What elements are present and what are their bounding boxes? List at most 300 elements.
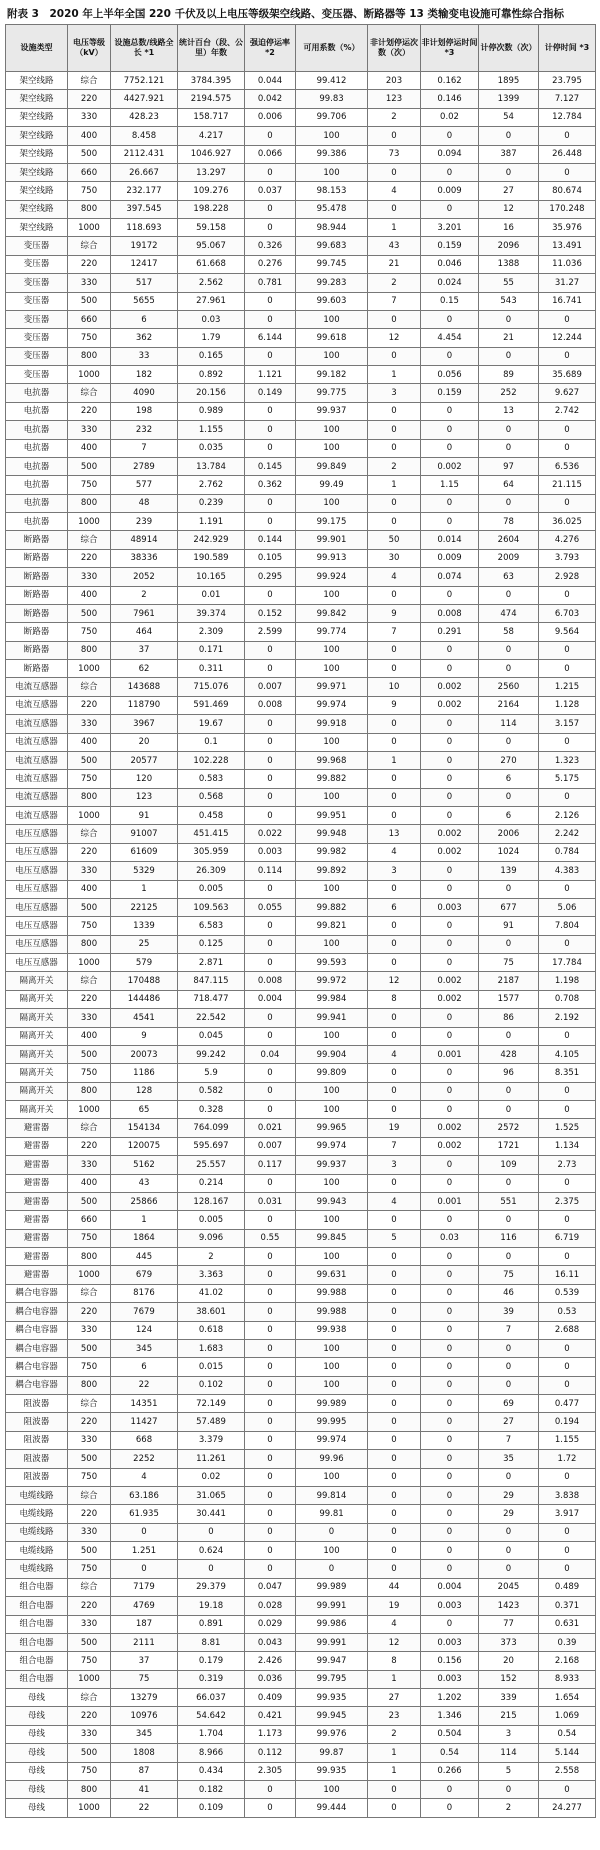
- table-row: [6, 1395, 596, 1413]
- cell-availability: 99.984: [296, 990, 368, 1008]
- cell-unplanned-time: 0.009: [421, 549, 479, 567]
- table-row: [6, 145, 596, 163]
- cell-unit-years: 1.79: [178, 329, 245, 347]
- cell-unit-years: 8.81: [178, 1633, 245, 1651]
- cell-planned-count: 270: [479, 751, 539, 769]
- cell-unit-years: 0.182: [178, 1780, 245, 1798]
- cell-availability: 99.809: [296, 1064, 368, 1082]
- table-row: [6, 1211, 596, 1229]
- cell-voltage: 330: [68, 274, 111, 292]
- cell-voltage: 400: [68, 127, 111, 145]
- cell-planned-count: 116: [479, 1229, 539, 1247]
- cell-type: 避雷器: [6, 1229, 68, 1247]
- cell-planned-count: 54: [479, 108, 539, 126]
- cell-planned-time: 0: [539, 1248, 596, 1266]
- cell-unit-years: 0.458: [178, 807, 245, 825]
- cell-planned-time: 5.06: [539, 898, 596, 916]
- cell-unplanned-count: 0: [368, 880, 421, 898]
- cell-unplanned-count: 1: [368, 1762, 421, 1780]
- cell-voltage: 750: [68, 770, 111, 788]
- cell-planned-time: 2.742: [539, 402, 596, 420]
- cell-planned-time: 0: [539, 1101, 596, 1119]
- cell-unplanned-time: 0: [421, 1009, 479, 1027]
- cell-planned-time: 0: [539, 1780, 596, 1798]
- cell-type: 电抗器: [6, 421, 68, 439]
- table-row: [6, 1431, 596, 1449]
- table-row: [6, 1707, 596, 1725]
- cell-planned-count: 2572: [479, 1119, 539, 1137]
- cell-availability: 100: [296, 1082, 368, 1100]
- cell-unplanned-time: 0: [421, 421, 479, 439]
- cell-unplanned-count: 0: [368, 1376, 421, 1394]
- cell-voltage: 1000: [68, 807, 111, 825]
- cell-unplanned-time: 0.074: [421, 568, 479, 586]
- cell-forced-outage-rate: 0: [245, 917, 296, 935]
- cell-availability: 99.882: [296, 898, 368, 916]
- cell-total: 8.458: [111, 127, 178, 145]
- cell-type: 耦合电容器: [6, 1303, 68, 1321]
- cell-planned-count: 20: [479, 1652, 539, 1670]
- cell-unplanned-time: 0.001: [421, 1192, 479, 1210]
- cell-unplanned-time: 0: [421, 1450, 479, 1468]
- cell-planned-time: 0: [539, 1542, 596, 1560]
- cell-unit-years: 3.363: [178, 1266, 245, 1284]
- table-row: [6, 1248, 596, 1266]
- cell-unplanned-time: 0.002: [421, 1119, 479, 1137]
- cell-planned-time: 7.127: [539, 90, 596, 108]
- cell-unplanned-count: 0: [368, 935, 421, 953]
- cell-forced-outage-rate: 0: [245, 641, 296, 659]
- cell-unit-years: 95.067: [178, 237, 245, 255]
- cell-forced-outage-rate: 0: [245, 402, 296, 420]
- cell-unit-years: 715.076: [178, 678, 245, 696]
- cell-voltage: 综合: [68, 1395, 111, 1413]
- cell-forced-outage-rate: 0: [245, 788, 296, 806]
- cell-planned-time: 3.793: [539, 549, 596, 567]
- cell-planned-time: 0.631: [539, 1615, 596, 1633]
- table-row: [6, 1505, 596, 1523]
- cell-type: 架空线路: [6, 108, 68, 126]
- cell-type: 组合电器: [6, 1670, 68, 1688]
- cell-planned-count: 0: [479, 494, 539, 512]
- cell-voltage: 综合: [68, 1486, 111, 1504]
- cell-total: 154134: [111, 1119, 178, 1137]
- cell-unit-years: 1.683: [178, 1339, 245, 1357]
- cell-unplanned-count: 12: [368, 329, 421, 347]
- cell-unit-years: 72.149: [178, 1395, 245, 1413]
- cell-unplanned-time: 0: [421, 1358, 479, 1376]
- cell-voltage: 220: [68, 90, 111, 108]
- cell-planned-time: 6.536: [539, 457, 596, 475]
- table-row: [6, 1045, 596, 1063]
- table-row: [6, 568, 596, 586]
- cell-planned-time: 0.194: [539, 1413, 596, 1431]
- cell-forced-outage-rate: 0.152: [245, 604, 296, 622]
- cell-voltage: 综合: [68, 1119, 111, 1137]
- cell-total: 20073: [111, 1045, 178, 1063]
- cell-type: 组合电器: [6, 1597, 68, 1615]
- cell-planned-time: 0.39: [539, 1633, 596, 1651]
- cell-type: 电缆线路: [6, 1542, 68, 1560]
- cell-total: 445: [111, 1248, 178, 1266]
- cell-forced-outage-rate: 0.028: [245, 1597, 296, 1615]
- cell-unit-years: 128.167: [178, 1192, 245, 1210]
- cell-planned-time: 11.036: [539, 255, 596, 273]
- cell-availability: 99.849: [296, 457, 368, 475]
- cell-planned-time: 0.477: [539, 1395, 596, 1413]
- cell-planned-count: 0: [479, 733, 539, 751]
- cell-unplanned-time: 0: [421, 347, 479, 365]
- cell-unplanned-count: 43: [368, 237, 421, 255]
- cell-unplanned-count: 4: [368, 182, 421, 200]
- cell-total: 37: [111, 1652, 178, 1670]
- cell-planned-time: 16.741: [539, 292, 596, 310]
- cell-unplanned-time: 0.014: [421, 531, 479, 549]
- cell-type: 隔离开关: [6, 1101, 68, 1119]
- cell-unit-years: 99.242: [178, 1045, 245, 1063]
- cell-planned-time: 2.192: [539, 1009, 596, 1027]
- cell-type: 电缆线路: [6, 1486, 68, 1504]
- cell-unplanned-count: 0: [368, 1358, 421, 1376]
- cell-type: 架空线路: [6, 219, 68, 237]
- table-row: [6, 329, 596, 347]
- table-row: [6, 862, 596, 880]
- cell-total: 33: [111, 347, 178, 365]
- cell-unplanned-count: 0: [368, 1431, 421, 1449]
- cell-type: 断路器: [6, 549, 68, 567]
- cell-unplanned-count: 0: [368, 421, 421, 439]
- cell-planned-count: 29: [479, 1505, 539, 1523]
- cell-planned-time: 0: [539, 1027, 596, 1045]
- table-row: [6, 347, 596, 365]
- cell-voltage: 330: [68, 862, 111, 880]
- cell-unplanned-time: 0: [421, 127, 479, 145]
- cell-unplanned-time: 0: [421, 954, 479, 972]
- table-row: [6, 1633, 596, 1651]
- table-row: [6, 1284, 596, 1302]
- cell-planned-time: 0: [539, 1211, 596, 1229]
- cell-unplanned-count: 0: [368, 1780, 421, 1798]
- cell-total: 579: [111, 954, 178, 972]
- cell-total: 4427.921: [111, 90, 178, 108]
- cell-total: 7752.121: [111, 72, 178, 90]
- cell-unplanned-time: 0.001: [421, 1045, 479, 1063]
- cell-type: 避雷器: [6, 1211, 68, 1229]
- cell-unplanned-time: 1.202: [421, 1689, 479, 1707]
- cell-planned-time: 16.11: [539, 1266, 596, 1284]
- cell-planned-count: 16: [479, 219, 539, 237]
- cell-type: 断路器: [6, 641, 68, 659]
- cell-availability: 99.941: [296, 1009, 368, 1027]
- table-row: [6, 807, 596, 825]
- table-row: [6, 917, 596, 935]
- cell-planned-time: 2.168: [539, 1652, 596, 1670]
- cell-availability: 99.918: [296, 715, 368, 733]
- cell-voltage: 660: [68, 310, 111, 328]
- cell-type: 电流互感器: [6, 715, 68, 733]
- cell-planned-count: 2187: [479, 972, 539, 990]
- cell-availability: 99.935: [296, 1762, 368, 1780]
- cell-type: 电压互感器: [6, 880, 68, 898]
- cell-availability: 100: [296, 660, 368, 678]
- cell-forced-outage-rate: 0.409: [245, 1689, 296, 1707]
- cell-type: 架空线路: [6, 182, 68, 200]
- cell-planned-count: 0: [479, 421, 539, 439]
- cell-planned-time: 0: [539, 310, 596, 328]
- cell-forced-outage-rate: 0.144: [245, 531, 296, 549]
- cell-forced-outage-rate: 0: [245, 1211, 296, 1229]
- table-row: [6, 219, 596, 237]
- cell-forced-outage-rate: 0.066: [245, 145, 296, 163]
- cell-total: 128: [111, 1082, 178, 1100]
- cell-type: 隔离开关: [6, 1064, 68, 1082]
- cell-voltage: 750: [68, 182, 111, 200]
- col-header-unit-years: 统计百台（段、公里）年数: [178, 25, 245, 72]
- col-header-voltage: 电压等级（kV）: [68, 25, 111, 72]
- col-header-availability: 可用系数（%）: [296, 25, 368, 72]
- cell-forced-outage-rate: 0: [245, 1542, 296, 1560]
- cell-unplanned-time: 0.146: [421, 90, 479, 108]
- cell-unit-years: 13.297: [178, 163, 245, 181]
- cell-unit-years: 0.179: [178, 1652, 245, 1670]
- cell-total: 232.177: [111, 182, 178, 200]
- cell-type: 架空线路: [6, 72, 68, 90]
- cell-availability: 99.972: [296, 972, 368, 990]
- cell-unplanned-count: 1: [368, 476, 421, 494]
- cell-planned-time: 0: [539, 347, 596, 365]
- table-row: [6, 163, 596, 181]
- table-row: [6, 751, 596, 769]
- cell-total: 187: [111, 1615, 178, 1633]
- table-row: [6, 641, 596, 659]
- cell-unplanned-count: 0: [368, 1468, 421, 1486]
- cell-unplanned-count: 12: [368, 1633, 421, 1651]
- cell-forced-outage-rate: 0: [245, 1174, 296, 1192]
- cell-planned-count: 0: [479, 1523, 539, 1541]
- cell-unplanned-time: 0.002: [421, 843, 479, 861]
- table-body: [6, 72, 596, 1818]
- table-row: [6, 127, 596, 145]
- cell-planned-count: 1024: [479, 843, 539, 861]
- cell-type: 电压互感器: [6, 825, 68, 843]
- cell-planned-time: 0: [539, 788, 596, 806]
- cell-voltage: 500: [68, 1045, 111, 1063]
- cell-availability: 98.153: [296, 182, 368, 200]
- cell-unplanned-count: 0: [368, 1321, 421, 1339]
- cell-unplanned-count: 0: [368, 1266, 421, 1284]
- cell-forced-outage-rate: 0: [245, 586, 296, 604]
- cell-unplanned-count: 0: [368, 1542, 421, 1560]
- cell-voltage: 330: [68, 1431, 111, 1449]
- cell-unplanned-count: 4: [368, 568, 421, 586]
- cell-total: 38336: [111, 549, 178, 567]
- cell-availability: 99.974: [296, 1137, 368, 1155]
- cell-planned-count: 75: [479, 954, 539, 972]
- cell-unplanned-time: 0: [421, 1468, 479, 1486]
- cell-forced-outage-rate: 0: [245, 219, 296, 237]
- cell-unplanned-time: 1.346: [421, 1707, 479, 1725]
- cell-availability: 100: [296, 788, 368, 806]
- cell-unplanned-count: 0: [368, 586, 421, 604]
- cell-total: 12417: [111, 255, 178, 273]
- cell-forced-outage-rate: 0.295: [245, 568, 296, 586]
- cell-total: 120075: [111, 1137, 178, 1155]
- cell-unplanned-time: 0.03: [421, 1229, 479, 1247]
- cell-availability: 99.386: [296, 145, 368, 163]
- cell-unplanned-count: 0: [368, 1450, 421, 1468]
- cell-forced-outage-rate: 0: [245, 715, 296, 733]
- cell-unplanned-time: 0.003: [421, 898, 479, 916]
- table-row: [6, 678, 596, 696]
- cell-unit-years: 0.01: [178, 586, 245, 604]
- cell-unplanned-count: 50: [368, 531, 421, 549]
- cell-unplanned-time: 0: [421, 513, 479, 531]
- cell-unplanned-count: 0: [368, 347, 421, 365]
- table-row: [6, 237, 596, 255]
- cell-unplanned-time: 0: [421, 935, 479, 953]
- cell-voltage: 330: [68, 1615, 111, 1633]
- table-row: [6, 1358, 596, 1376]
- cell-availability: 100: [296, 310, 368, 328]
- cell-forced-outage-rate: 6.144: [245, 329, 296, 347]
- cell-total: 22: [111, 1376, 178, 1394]
- cell-voltage: 400: [68, 1027, 111, 1045]
- cell-type: 组合电器: [6, 1615, 68, 1633]
- cell-unplanned-time: 0: [421, 1321, 479, 1339]
- cell-forced-outage-rate: 0: [245, 954, 296, 972]
- table-row: [6, 1266, 596, 1284]
- cell-unit-years: 0.582: [178, 1082, 245, 1100]
- cell-forced-outage-rate: 2.599: [245, 623, 296, 641]
- cell-unplanned-count: 0: [368, 1413, 421, 1431]
- cell-planned-time: 4.276: [539, 531, 596, 549]
- cell-unit-years: 6.583: [178, 917, 245, 935]
- cell-forced-outage-rate: 0.105: [245, 549, 296, 567]
- cell-unit-years: 595.697: [178, 1137, 245, 1155]
- cell-unit-years: 0.015: [178, 1358, 245, 1376]
- cell-planned-count: 0: [479, 1174, 539, 1192]
- cell-voltage: 400: [68, 880, 111, 898]
- cell-planned-time: 21.115: [539, 476, 596, 494]
- table-row: [6, 1670, 596, 1688]
- cell-unit-years: 0.165: [178, 347, 245, 365]
- table-row: [6, 1137, 596, 1155]
- cell-availability: 99.618: [296, 329, 368, 347]
- cell-unit-years: 0.102: [178, 1376, 245, 1394]
- cell-availability: 99.706: [296, 108, 368, 126]
- cell-unit-years: 3784.395: [178, 72, 245, 90]
- cell-unplanned-count: 9: [368, 604, 421, 622]
- cell-planned-count: 2009: [479, 549, 539, 567]
- cell-planned-time: 170.248: [539, 200, 596, 218]
- cell-forced-outage-rate: 0: [245, 1505, 296, 1523]
- cell-planned-time: 80.674: [539, 182, 596, 200]
- cell-unplanned-count: 0: [368, 1284, 421, 1302]
- cell-unplanned-count: 1: [368, 219, 421, 237]
- col-header-total: 设施总数/线路全长 *1: [111, 25, 178, 72]
- cell-availability: 99.814: [296, 1486, 368, 1504]
- cell-planned-count: 0: [479, 586, 539, 604]
- cell-availability: 100: [296, 1027, 368, 1045]
- cell-forced-outage-rate: 0.055: [245, 898, 296, 916]
- cell-planned-time: 0.371: [539, 1597, 596, 1615]
- table-row: [6, 1229, 596, 1247]
- cell-type: 隔离开关: [6, 990, 68, 1008]
- cell-unplanned-time: 0: [421, 1799, 479, 1817]
- cell-voltage: 综合: [68, 1578, 111, 1596]
- cell-planned-time: 1.323: [539, 751, 596, 769]
- table-row: [6, 788, 596, 806]
- cell-unit-years: 0.005: [178, 1211, 245, 1229]
- cell-planned-time: 0: [539, 1358, 596, 1376]
- cell-unit-years: 0.989: [178, 402, 245, 420]
- cell-unplanned-count: 0: [368, 1799, 421, 1817]
- cell-unplanned-time: 0: [421, 733, 479, 751]
- cell-total: 1.251: [111, 1542, 178, 1560]
- cell-unit-years: 0.891: [178, 1615, 245, 1633]
- cell-unplanned-count: 0: [368, 1486, 421, 1504]
- cell-availability: 99.175: [296, 513, 368, 531]
- cell-planned-time: 0: [539, 1468, 596, 1486]
- cell-availability: 99.947: [296, 1652, 368, 1670]
- cell-planned-count: 0: [479, 1211, 539, 1229]
- cell-forced-outage-rate: 0: [245, 494, 296, 512]
- cell-type: 断路器: [6, 568, 68, 586]
- table-row: [6, 935, 596, 953]
- table-row: [6, 1174, 596, 1192]
- cell-voltage: 330: [68, 1009, 111, 1027]
- cell-unplanned-count: 0: [368, 715, 421, 733]
- cell-unplanned-time: 0: [421, 862, 479, 880]
- cell-planned-time: 8.351: [539, 1064, 596, 1082]
- table-row: [6, 90, 596, 108]
- cell-unit-years: 61.668: [178, 255, 245, 273]
- table-row: [6, 494, 596, 512]
- cell-unit-years: 13.784: [178, 457, 245, 475]
- table-row: [6, 1725, 596, 1743]
- cell-unplanned-count: 0: [368, 1009, 421, 1027]
- cell-total: 5162: [111, 1156, 178, 1174]
- cell-type: 电压互感器: [6, 898, 68, 916]
- cell-total: 362: [111, 329, 178, 347]
- cell-unplanned-count: 4: [368, 1045, 421, 1063]
- cell-unplanned-count: 0: [368, 1395, 421, 1413]
- cell-total: 2112.431: [111, 145, 178, 163]
- cell-voltage: 330: [68, 1725, 111, 1743]
- cell-forced-outage-rate: 0: [245, 1523, 296, 1541]
- cell-planned-count: 78: [479, 513, 539, 531]
- cell-unit-years: 8.966: [178, 1744, 245, 1762]
- cell-planned-count: 55: [479, 274, 539, 292]
- cell-type: 组合电器: [6, 1578, 68, 1596]
- cell-total: 577: [111, 476, 178, 494]
- cell-planned-time: 1.72: [539, 1450, 596, 1468]
- cell-voltage: 1000: [68, 660, 111, 678]
- cell-unplanned-time: 4.454: [421, 329, 479, 347]
- cell-unit-years: 57.489: [178, 1413, 245, 1431]
- cell-unit-years: 41.02: [178, 1284, 245, 1302]
- cell-planned-count: 0: [479, 641, 539, 659]
- cell-availability: 100: [296, 1174, 368, 1192]
- cell-unplanned-count: 13: [368, 825, 421, 843]
- cell-planned-count: 2604: [479, 531, 539, 549]
- cell-unplanned-time: 0.156: [421, 1652, 479, 1670]
- cell-planned-count: 215: [479, 1707, 539, 1725]
- cell-unplanned-time: 0: [421, 1413, 479, 1431]
- table-row: [6, 1101, 596, 1119]
- cell-voltage: 500: [68, 1339, 111, 1357]
- cell-availability: 99.924: [296, 568, 368, 586]
